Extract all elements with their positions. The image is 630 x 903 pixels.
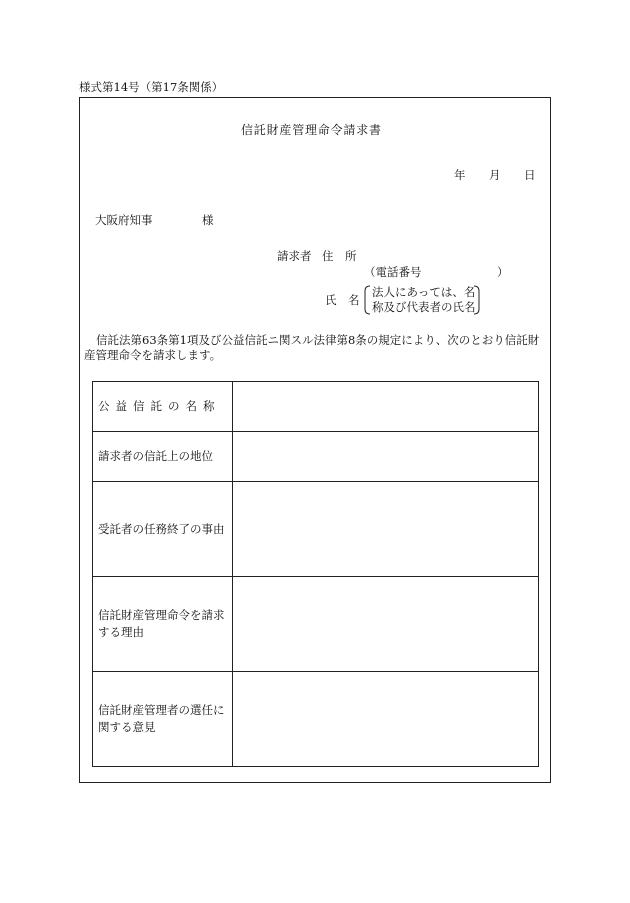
table-row xyxy=(93,577,539,672)
page-title: 信託財産管理命令請求書 xyxy=(241,123,382,137)
termination-reason-field[interactable] xyxy=(233,482,539,577)
table-row xyxy=(93,432,539,482)
date-day-label: 日 xyxy=(524,168,536,182)
date-year-label: 年 xyxy=(454,168,466,182)
termination-reason-label: 受託者の任務終了の事由 xyxy=(93,482,233,577)
table-row xyxy=(93,482,539,577)
name-note-bracket xyxy=(364,285,480,315)
trust-name-label: 公益信託の名称 xyxy=(93,382,233,432)
name-label: 氏 名 xyxy=(325,293,360,307)
administrator-opinion-label: 信託財産管理者の選任に関する意見 xyxy=(93,672,233,767)
request-reason-label: 信託財産管理命令を請求する理由 xyxy=(93,577,233,672)
requester-status-field[interactable] xyxy=(233,432,539,482)
name-note-line2: 称及び代表者の氏名 xyxy=(372,300,476,314)
phone-label: （電話番号 xyxy=(364,265,422,279)
form-reference: 様式第14号（第17条関係） xyxy=(79,80,224,94)
request-statement: 信託法第63条第1項及び公益信託ニ関スル法律第8条の規定により、次のとおり信託財産管理命令を請求します。 xyxy=(84,333,540,362)
trust-name-field[interactable] xyxy=(233,382,539,432)
addressee-honorific: 様 xyxy=(202,213,214,227)
address-label: 住 所 xyxy=(322,249,357,263)
detail-table xyxy=(92,381,539,767)
name-note-line1: 法人にあっては、名 xyxy=(372,285,476,299)
administrator-opinion-field[interactable] xyxy=(233,672,539,767)
requester-label: 請求者 xyxy=(277,249,312,263)
table-row xyxy=(93,672,539,767)
phone-close-paren: ） xyxy=(497,265,509,279)
requester-status-label: 請求者の信託上の地位 xyxy=(93,432,233,482)
request-reason-field[interactable] xyxy=(233,577,539,672)
addressee-name: 大阪府知事 xyxy=(95,213,153,227)
table-row xyxy=(93,382,539,432)
date-month-label: 月 xyxy=(489,168,501,182)
